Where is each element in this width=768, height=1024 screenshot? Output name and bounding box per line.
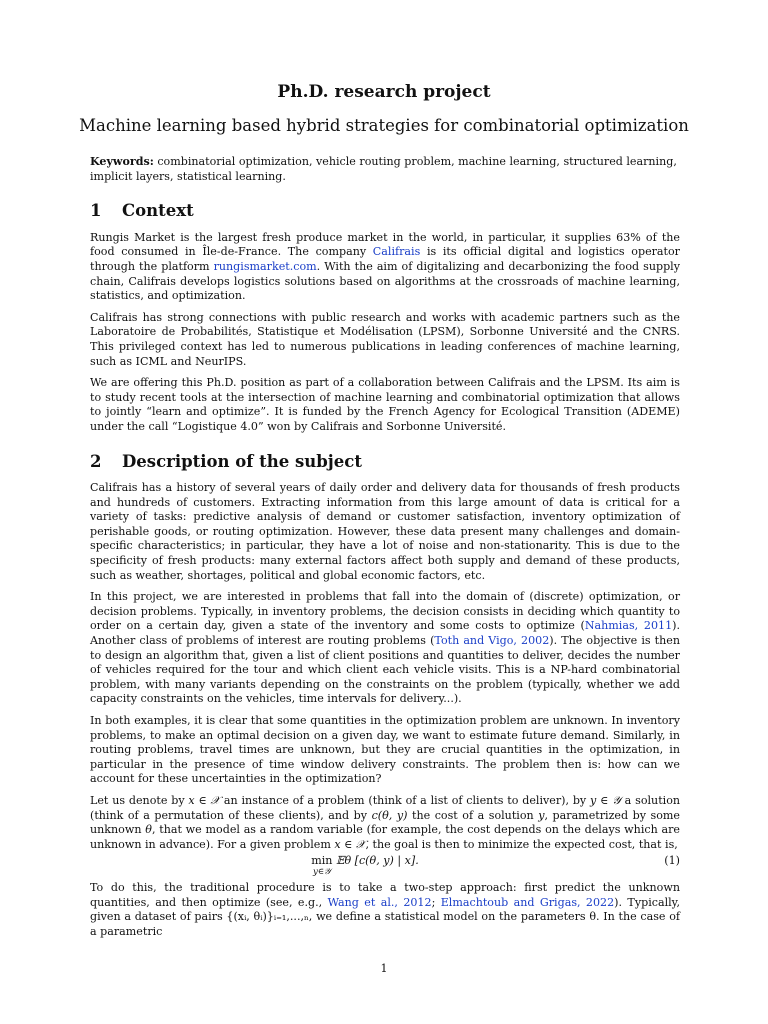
califrais-link[interactable]: Califrais <box>372 245 421 259</box>
text-run: ). Another class of problems of interest are routing problems ( <box>90 619 680 648</box>
text-run: ; <box>431 895 441 909</box>
context-paragraph-3: We are offering this Ph.D. position as part of a collaboration between Califrais and the LPSM. Its aim is to study recent tools at the intersection of machine learning and combinatorial optimization that allows to jointly “learn and optimize”. It is funded by the French Agency for Ecological Transition (ADEME) under the call “Logistique 4.0” won by Califrais and Sorbonne Université. <box>90 376 680 433</box>
keywords <box>90 155 680 184</box>
page-number: 1 <box>380 962 388 975</box>
keywords-label: Keywords: <box>90 155 154 168</box>
section-title: Context <box>122 201 194 221</box>
text-run: Let us denote by <box>90 793 189 807</box>
equation-expression <box>90 854 640 877</box>
citation-toth-vigo[interactable]: Toth and Vigo, 2002 <box>434 634 550 648</box>
section-heading-subject <box>90 451 680 471</box>
text-run: an instance of a problem (think of a list of clients to deliver), by <box>220 793 591 807</box>
equation-label: (1) <box>664 854 680 868</box>
text-run: a solution (think of a permutation of these clients), and by <box>90 793 681 822</box>
citation-nahmias[interactable]: Nahmias, 2011 <box>584 619 673 633</box>
context-paragraph-1 <box>90 231 680 304</box>
text-run: In this project, we are interested in problems that fall into the domain of (discrete) optimization, or decision problems. Typically, in inventory problems, the decision consists in deciding which quantity to order on a certain day, given a state of the inventory and some costs to optimize ( <box>90 590 680 633</box>
subject-paragraph-3: In both examples, it is clear that some quantities in the optimization problem are unknown. In inventory problems, to make an optimal decision on a given day, we want to estimate future demand. Similarly, in routing problems, travel times are unknown, but they are crucial quantities in the optimization, in particular in the presence of time window delivery constraints. The problem then is: how can we account for these uncertainties in the optimization? <box>90 714 680 786</box>
rungismarket-link[interactable]: rungismarket.com <box>213 259 317 273</box>
subject-paragraph-2 <box>90 590 680 707</box>
equation-subscript: y∈𝒴 <box>312 866 331 877</box>
text-run: , that we model as a random variable (for example, the cost depends on the delays which are unknown in advance). For a given problem <box>90 823 680 851</box>
text-run: ). Typically, given a dataset of pairs {(xᵢ, θᵢ)}ᵢ₌₁,...,ₙ, we define a statistical model on the parameters θ. In the case of a parametric <box>90 895 680 938</box>
keywords-text: combinatorial optimization, vehicle routing problem, machine learning, structured learning, implicit layers, statistical learning. <box>90 155 677 183</box>
math-inline: y <box>538 808 545 822</box>
page-title: Ph.D. research project <box>277 82 491 102</box>
math-inline: x ∈ 𝒳 <box>334 837 366 851</box>
citation-elmachtoub-grigas[interactable]: Elmachtoub and Grigas, 2022 <box>440 895 615 909</box>
citation-wang[interactable]: Wang et al., 2012 <box>327 895 432 909</box>
text-run: , the goal is then to minimize the expected cost, that is, <box>365 837 678 851</box>
section-number: 1 <box>90 201 102 221</box>
text-run: . With the aim of digitalizing and decarbonizing the food supply chain, Califrais develops logistics solutions based on algorithms at the crossroads of machine learning, statistics, and optimization. <box>90 259 681 303</box>
text-run: is its official digital and logistics operator through the platform <box>90 245 680 273</box>
text-run: To do this, the traditional procedure is to take a two-step approach: first predict the unknown quantities, and then optimize (see, e.g., <box>90 880 680 909</box>
math-inline: c(θ, y) <box>371 808 408 822</box>
text-run: ). The objective is then to design an algorithm that, given a list of client positions and quantities to deliver, decides the number of vehicles required for the tour and which client each vehicle visits. This is a NP-hard combinatorial problem, with many variants depending on the constraints on the problem (typically, whether we add capacity constraints on the vehicles, time intervals for delivery...). <box>90 634 680 706</box>
section-heading-context <box>90 201 680 221</box>
section-number: 2 <box>90 451 102 471</box>
section-title: Description of the subject <box>122 451 362 471</box>
math-inline: y ∈ 𝒴 <box>590 793 621 807</box>
page-subtitle: Machine learning based hybrid strategies for combinatorial optimization <box>79 116 689 135</box>
document-body <box>90 155 680 939</box>
equation-min: min <box>311 854 333 868</box>
subject-paragraph-5 <box>90 881 680 939</box>
math-inline: θ <box>145 823 152 837</box>
equation-body: 𝔼θ [c(θ, y) | x]. <box>335 854 419 868</box>
subject-paragraph-4 <box>90 794 680 852</box>
text-run: Rungis Market is the largest fresh produce market in the world, in particular, it supplies 63% of the food consumed in Île-de-France. The company <box>90 230 680 259</box>
text-run: the cost of a solution <box>407 808 539 822</box>
math-inline: x ∈ 𝒳 <box>188 793 221 807</box>
context-paragraph-2: Califrais has strong connections with public research and works with academic partners such as the Laboratoire de Probabilités, Statistique et Modélisation (LPSM), Sorbonne Université and the CNRS. This privileged context has led to numerous publications in leading conferences of machine learning, such as ICML and NeurIPS. <box>90 310 680 368</box>
subject-paragraph-1: Califrais has a history of several years of daily order and delivery data for thousands of fresh products and hundreds of customers. Extracting information from this large amount of data is critical for a variety of tasks: predictive analysis of demand or customer satisfaction, inventory optimization of perishable goods, or routing optimization. However, these data present many challenges and domain-specific characteristics; in particular, they have a lot of noise and non-stationarity. This is due to the specificity of fresh products: many external factors affect both supply and demand of these products, such as weather, shortages, political and global economic factors, etc. <box>90 481 680 582</box>
text-run: , parametrized by some unknown <box>90 808 680 837</box>
equation-1 <box>90 854 680 877</box>
